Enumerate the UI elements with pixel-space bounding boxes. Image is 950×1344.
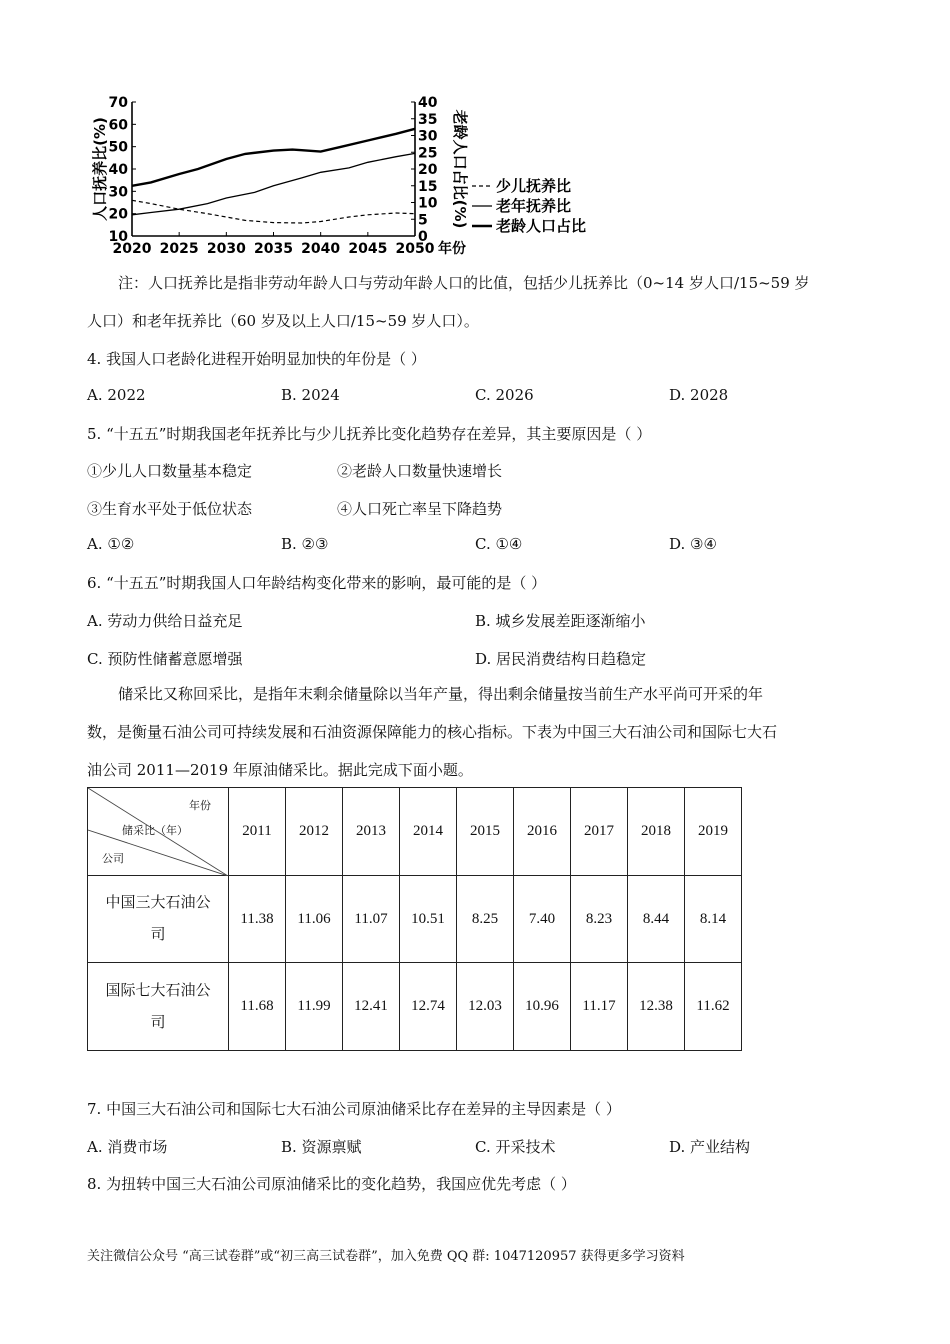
passage-line3: 油公司 2011—2019 年原油储采比。据此完成下面小题。 [87,761,473,779]
company-name-line2: 司 [150,1014,166,1031]
company-cell [88,876,229,963]
value-cell: 10.51 [400,876,457,963]
left-tick-label: 60 [108,117,128,134]
passage-line2: 数，是衡量石油公司可持续发展和石油资源保障能力的核心指标。下表为中国三大石油公司和国际七大石 [87,723,778,741]
chart-series [132,129,415,223]
value-cell: 12.38 [628,963,685,1051]
q5-item-4: ④人口死亡率呈下降趋势 [337,500,503,518]
year-header-cell: 2013 [343,788,400,876]
q5-option-b[interactable]: B. ②③ [281,535,329,553]
x-tick-label: 2020 [112,241,152,257]
question-4-stem: 4. 我国人口老龄化进程开始明显加快的年份是（ ） [87,350,426,368]
q5-option-c[interactable]: C. ①④ [475,535,523,553]
q5-option-a[interactable]: A. ①② [87,535,135,553]
right-tick-label: 35 [418,111,438,128]
year-header-cell: 2019 [685,788,742,876]
legend-label: 老年抚养比 [496,197,572,215]
q7-option-a[interactable]: A. 消费市场 [87,1138,168,1156]
value-cell: 11.99 [286,963,343,1051]
x-tick-label: 2035 [254,241,293,257]
left-tick-label: 70 [108,95,128,111]
left-tick-label: 40 [108,162,128,178]
left-tick-label: 30 [108,184,128,201]
q6-option-d[interactable]: D. 居民消费结构日趋稳定 [475,650,647,668]
year-header-cell: 2018 [628,788,685,876]
left-tick-label: 20 [108,206,128,223]
value-cell: 8.23 [571,876,628,963]
right-tick-label: 15 [418,178,438,195]
value-cell: 8.44 [628,876,685,963]
company-name-line1: 国际七大石油公 [105,982,211,999]
right-tick-label: 20 [418,162,438,178]
x-tick-label: 2045 [348,241,388,257]
table-header-row [88,788,742,876]
value-cell: 11.06 [286,876,343,963]
value-cell: 12.41 [343,963,400,1051]
q5-item-2: ②老龄人口数量快速增长 [337,462,503,480]
company-cell [88,963,229,1051]
year-header-cell: 2017 [571,788,628,876]
reserve-ratio-table [87,787,742,1051]
right-tick-label: 40 [418,95,438,111]
table-header-diagonal-cell [88,788,229,876]
q4-option-a[interactable]: A. 2022 [87,386,146,404]
right-tick-label: 25 [418,145,438,162]
q6-option-a[interactable]: A. 劳动力供给日益充足 [87,612,243,630]
question-5-stem: 5. “十五五”时期我国老年抚养比与少儿抚养比变化趋势存在差异，其主要原因是（ ） [87,425,652,443]
x-tick-label: 2050 [395,241,435,257]
x-axis-label: 年份 [438,241,466,257]
year-header-cell: 2015 [457,788,514,876]
chart-legend [472,177,586,235]
q5-item-1: ①少儿人口数量基本稳定 [87,462,253,480]
value-cell: 8.25 [457,876,514,963]
table-row [88,876,742,963]
q5-option-d[interactable]: D. ③④ [669,535,717,553]
value-cell: 8.14 [685,876,742,963]
q7-option-c[interactable]: C. 开采技术 [475,1138,556,1156]
q4-option-c[interactable]: C. 2026 [475,386,534,404]
value-cell: 11.17 [571,963,628,1051]
population-chart [80,92,620,272]
header-ratio-label: 储采比（年） [122,825,188,837]
year-header-cell: 2014 [400,788,457,876]
x-tick-label: 2030 [206,241,246,257]
value-cell: 10.96 [514,963,571,1051]
right-axis-label: 老龄人口占比(%) [451,109,469,229]
right-tick-label: 30 [418,128,438,145]
year-header-cell: 2012 [286,788,343,876]
series-line [132,129,415,186]
series-line [132,153,415,214]
x-tick-label: 2025 [159,241,199,257]
year-header-cell: 2016 [514,788,571,876]
question-8-stem: 8. 为扭转中国三大石油公司原油储采比的变化趋势，我国应优先考虑（ ） [87,1175,576,1193]
legend-label: 少儿抚养比 [496,177,572,195]
chart-note-line2: 人口）和老年抚养比（60 岁及以上人口/15~59 岁人口）。 [87,312,479,330]
value-cell: 11.38 [229,876,286,963]
value-cell: 12.74 [400,963,457,1051]
company-name-line1: 中国三大石油公 [105,895,211,911]
q4-option-b[interactable]: B. 2024 [281,386,340,404]
left-tick-label: 50 [108,139,128,156]
left-tick-label: 10 [108,229,128,245]
value-cell: 11.68 [229,963,286,1051]
right-tick-label: 5 [418,212,428,229]
q5-item-3: ③生育水平处于低位状态 [87,500,253,518]
left-axis-label: 人口抚养比(%) [91,117,109,221]
chart-axes [91,95,469,257]
value-cell: 11.07 [343,876,400,963]
value-cell: 7.40 [514,876,571,963]
page-footer: 关注微信公众号 “高三试卷群”或“初三高三试卷群”，加入免费 QQ 群: 1047120957 获得更多学习资料 [87,1249,685,1264]
legend-label: 老龄人口占比 [496,217,587,235]
series-line [132,200,415,223]
right-tick-label: 0 [418,229,428,245]
company-name-line2: 司 [150,927,166,943]
passage-line1: 储采比又称回采比，是指年末剩余储量除以当年产量，得出剩余储量按当前生产水平尚可开采的年 [118,685,764,703]
value-cell: 11.62 [685,963,742,1051]
header-company-label: 公司 [102,853,124,865]
year-header-cell: 2011 [229,788,286,876]
chart-note-line1: 注：人口抚养比是指非劳动年龄人口与劳动年龄人口的比值，包括少儿抚养比（0~14 岁人口/15~59 岁 [118,274,810,292]
table-row [88,963,742,1051]
q7-option-b[interactable]: B. 资源禀赋 [281,1138,362,1156]
value-cell: 12.03 [457,963,514,1051]
question-6-stem: 6. “十五五”时期我国人口年龄结构变化带来的影响，最可能的是（ ） [87,574,547,592]
q6-option-c[interactable]: C. 预防性储蓄意愿增强 [87,650,243,668]
q4-option-d[interactable]: D. 2028 [669,386,729,404]
header-year-label: 年份 [189,800,211,812]
question-7-stem: 7. 中国三大石油公司和国际七大石油公司原油储采比存在差异的主导因素是（ ） [87,1100,621,1118]
q7-option-d[interactable]: D. 产业结构 [669,1138,751,1156]
q6-option-b[interactable]: B. 城乡发展差距逐渐缩小 [475,612,646,630]
right-tick-label: 10 [418,195,438,212]
x-tick-label: 2040 [301,241,341,257]
